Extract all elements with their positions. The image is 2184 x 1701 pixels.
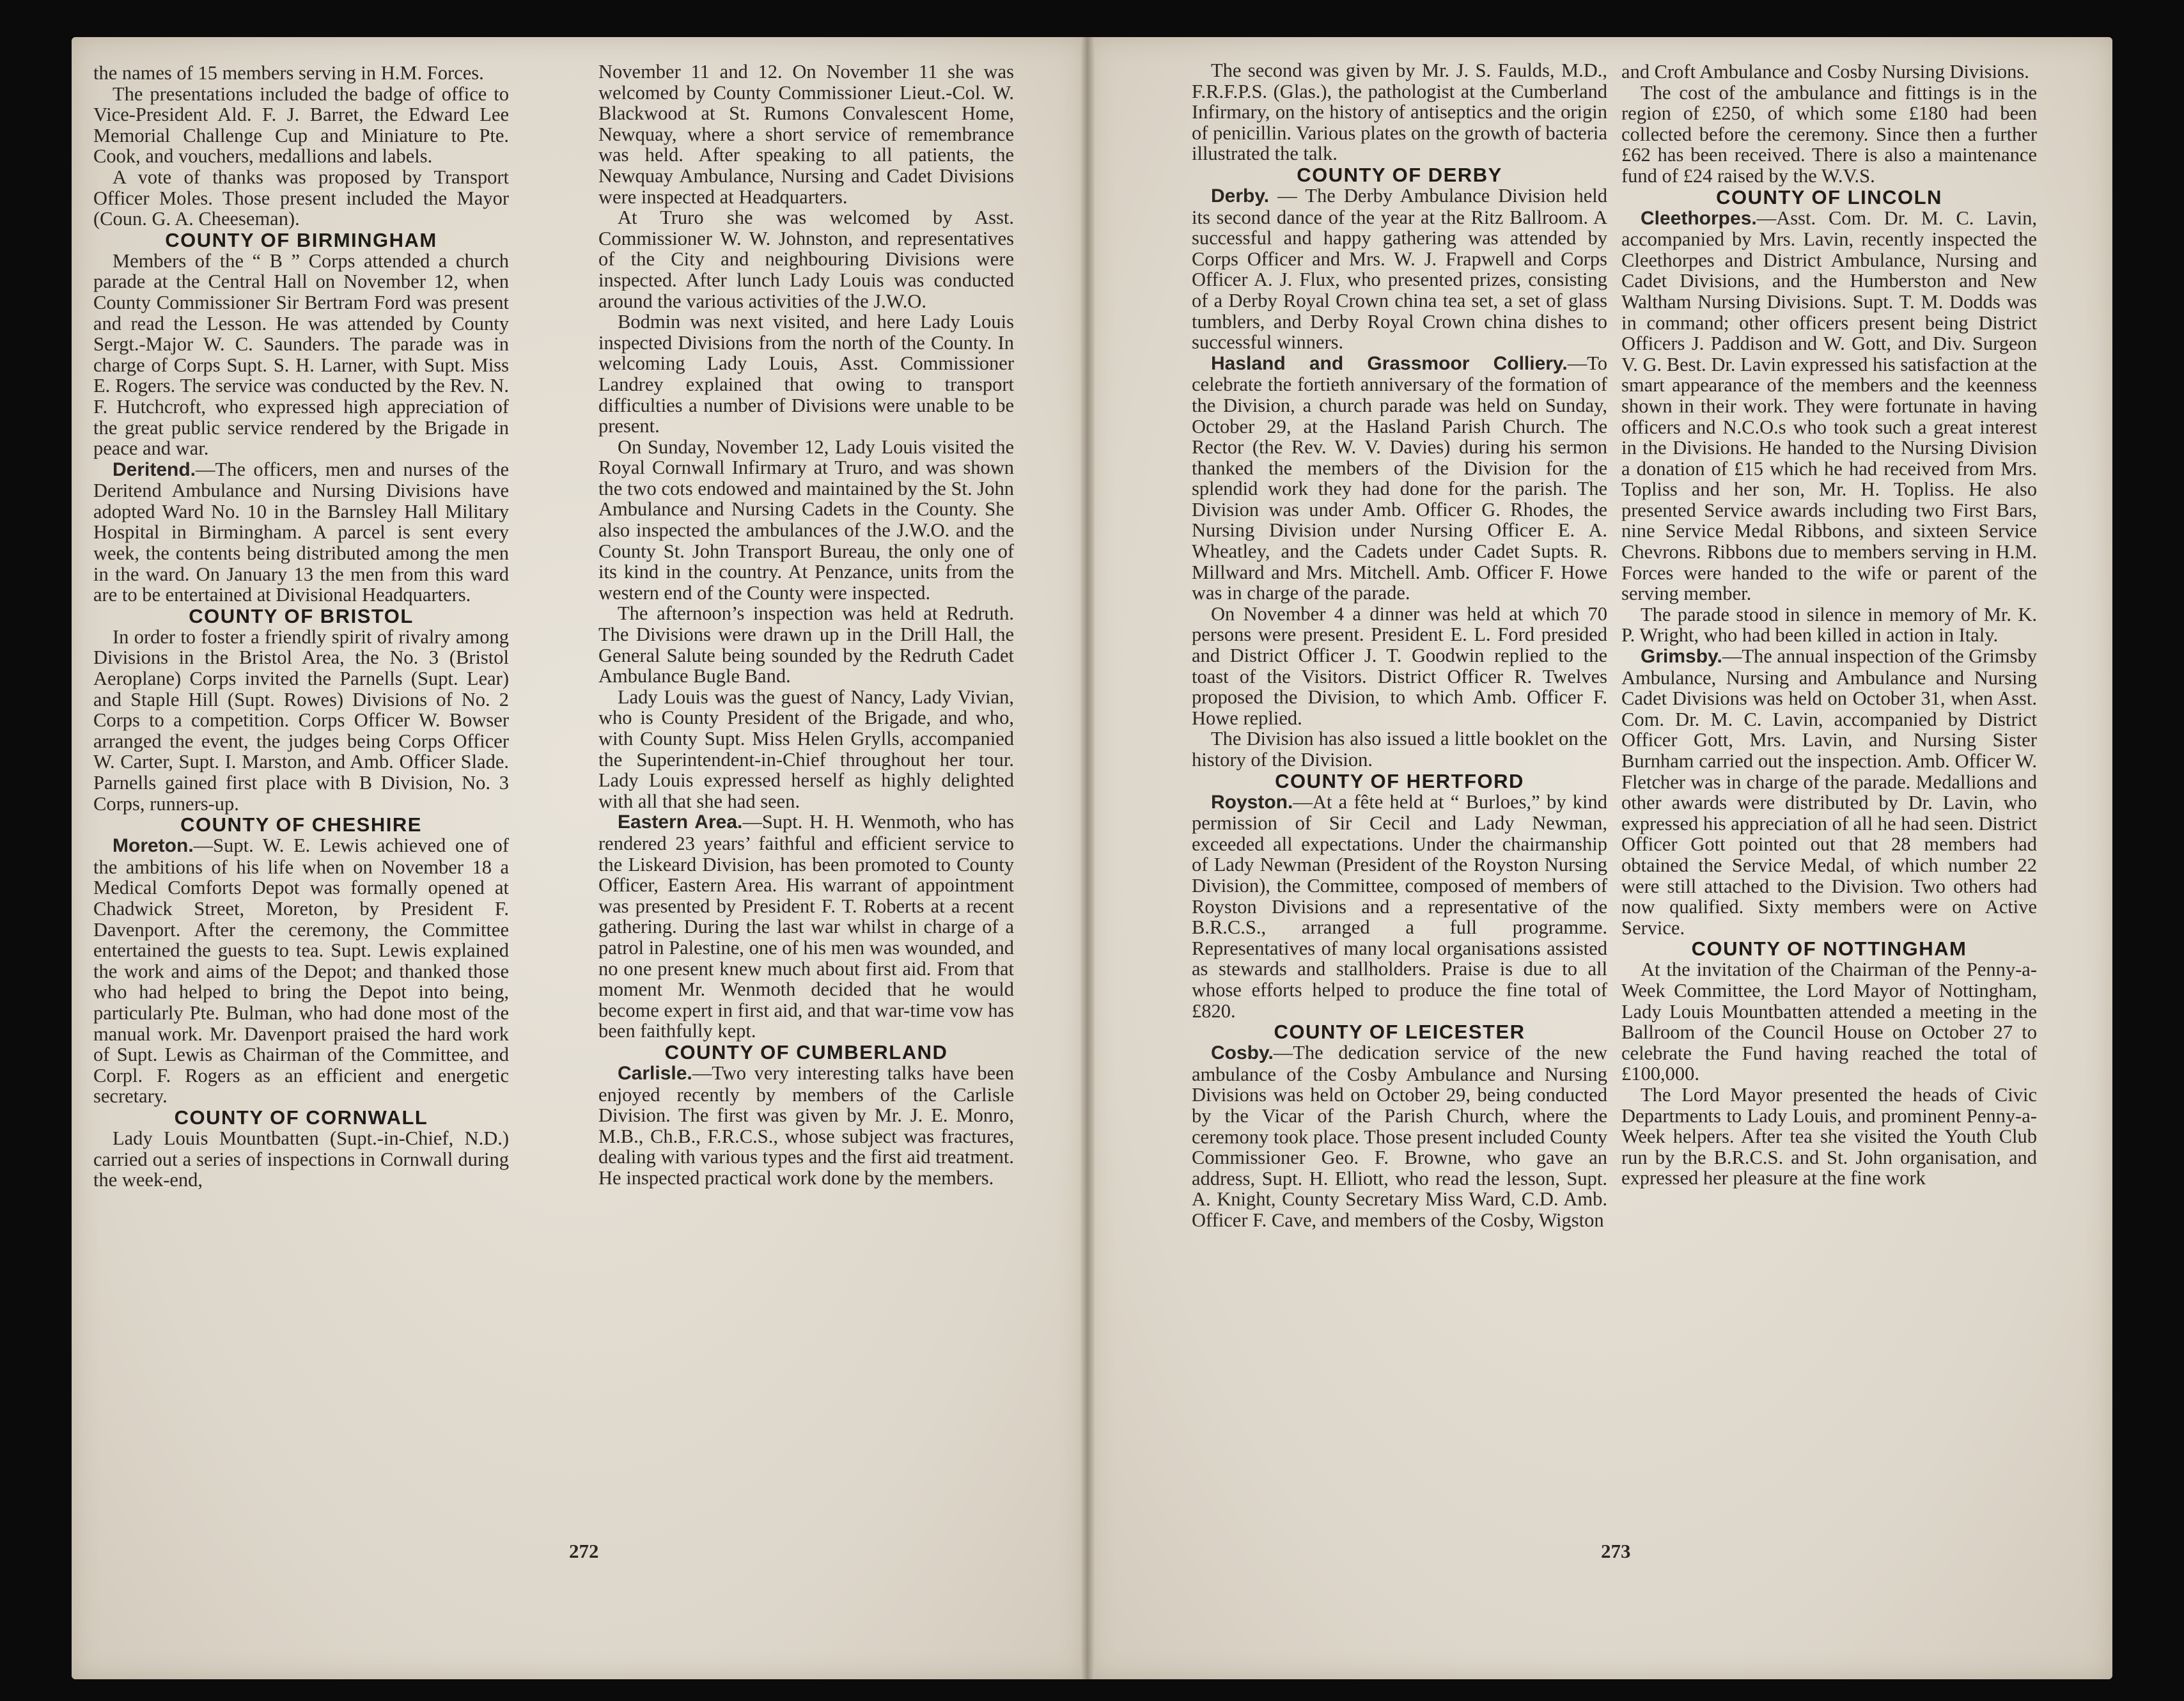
paragraph — [598, 437, 1014, 604]
section-heading: COUNTY OF CORNWALL — [174, 1106, 428, 1129]
paragraph-lead: Carlisle. — [618, 1062, 692, 1084]
paragraph-text: —Asst. Com. Dr. M. C. Lavin, accompanied by Mrs. Lavin, recently inspected the Cleethorpes and District Ambulance, Nursing and Cadet Divisions, and the Humberston and New Waltham Nursing Divisions. Supt. T. M. Dodds was in command; other officers present being District Officers J. Paddison and W. Gott, and Div. Surgeon V. G. Best. Dr. Lavin expressed his satisfaction at the smart appearance of the members and the keenness shown in their work. They were fortunate in having officers and N.C.O.s who took such a great interest in the Divisions. He handed to the Nursing Division a donation of £15 which he had received from Mrs. Topliss and her son, Mr. H. Topliss. He also presented Service awards including two First Bars, nine Service Medal Ribbons, and sixteen Service Chevrons. Ribbons due to members serving in H.M. Forces were handed to the wife or parent of the serving member. — [1621, 207, 2037, 605]
section-heading: COUNTY OF BRISTOL — [189, 604, 414, 627]
paragraph-text: At Truro she was welcomed by Asst. Commissioner W. W. Johnston, and representatives of the City and neighbouring Divisions were inspected. After lunch Lady Louis was conducted around the various activities of the J.W.O. — [598, 207, 1014, 312]
paragraph-lead: Deritend. — [113, 459, 196, 480]
paragraph-lead: Royston. — [1211, 791, 1293, 813]
paragraph — [93, 63, 509, 84]
paragraph-text: —Supt. W. E. Lewis achieved one of the ambitions of his life when on November 18 a Medical Comforts Depot was formally opened at Chadwick Street, Moreton, by President F. Davenport. After the ceremony, the Committee entertained the guests to tea. Supt. Lewis explained the work and aims of the Depot; and thanked those who had helped to bring the Depot into being, particularly Pte. Bulman, who had done most of the manual work. Mr. Davenport praised the hard work of Supt. Lewis as Chairman of the Committee, and Corpl. F. Rogers as an efficient and energetic secretary. — [93, 835, 509, 1108]
paragraph — [93, 167, 509, 230]
section-heading: COUNTY OF BIRMINGHAM — [165, 228, 437, 251]
paragraph — [93, 835, 509, 1107]
section-heading: COUNTY OF NOTTINGHAM — [1691, 937, 1967, 960]
paragraph-text: The Lord Mayor presented the heads of Civic Departments to Lady Louis, and prominent Penny-a-Week helpers. After tea she visited the Youth Club run by the B.R.C.S. and St. John organisation, and expressed her pleasure at the fine work — [1621, 1083, 2037, 1189]
paragraph — [598, 1063, 1014, 1189]
section-heading: COUNTY OF CUMBERLAND — [664, 1040, 948, 1063]
paragraph-text: — The Derby Ambulance Division held its second dance of the year at the Ritz Ballroom. A successful and happy gathering was attended by Corps Officer and Mrs. W. J. Frapwell and Corps Officer A. J. Flux, who presented prizes, consisting of a Derby Royal Crown china tea set, a set of glass tumblers, and Derby Royal Crown china dishes to successful winners. — [1192, 184, 1607, 354]
paragraph — [598, 207, 1014, 311]
paragraph — [1621, 208, 2037, 604]
paragraph-lead: Hasland and Grassmoor Colliery. — [1211, 352, 1568, 374]
paragraph-text: Bodmin was next visited, and here Lady Louis inspected Divisions from the north of the County. In welcoming Lady Louis, Asst. Commissioner Landrey explained that owing to transport difficulties a number of Divisions were unable to be present. — [598, 311, 1014, 437]
paragraph-text: —Two very interesting talks have been enjoyed recently by members of the Carlisle Division. The first was given by Mr. J. E. Monro, M.B., Ch.B., F.R.C.S., whose subject was fractures, dealing with various types and the first aid treatment. He inspected practical work done by the members. — [598, 1062, 1014, 1189]
paragraph-text: the names of 15 members serving in H.M. Forces. — [93, 62, 484, 84]
paragraph — [93, 251, 509, 459]
section-heading: COUNTY OF HERTFORD — [1275, 769, 1524, 792]
paragraph — [1621, 604, 2037, 646]
paragraph-lead: Cleethorpes. — [1641, 207, 1757, 229]
paragraph-text: —The annual inspection of the Grimsby Ambulance, Nursing and Ambulance and Nursing Cadet Divisions was held on October 31, when Asst. Com. Dr. M. C. Lavin, accompanied by District Officer Gott, Mrs. Lavin, and Nursing Sister Burnham carried out the inspection. Amb. Officer W. Fletcher was in charge of the parade. Medallions and other awards were distributed by Dr. Lavin, who expressed his appreciation of all he had seen. District Officer Gott pointed out that 28 members had obtained the Service Medal, of which number 22 were still attached to the Division. Two others had now qualified. Sixty members were on Active Service. — [1621, 645, 2037, 939]
book-gutter — [1080, 37, 1095, 1679]
paragraph-text: and Croft Ambulance and Cosby Nursing Divisions. — [1621, 61, 2029, 82]
paragraph — [1192, 353, 1607, 604]
column-1 — [93, 63, 509, 1191]
paragraph-text: Lady Louis Mountbatten (Supt.-in-Chief, N.D.) carried out a series of inspections in Cornwall during the week-end, — [93, 1127, 509, 1191]
paragraph — [1192, 792, 1607, 1022]
paragraph — [1192, 60, 1607, 164]
paragraph-text: The cost of the ambulance and fittings is in the region of £250, of which some £180 had been collected before the ceremony. Since then a further £62 has been received. There is also a maintenance fund of £24 raised by the W.V.S. — [1621, 81, 2037, 187]
paragraph-text: In order to foster a friendly spirit of rivalry among Divisions in the Bristol Area, the No. 3 (Bristol Aeroplane) Corps invited the Parnells (Supt. Lear) and Staple Hill (Supt. Rowes) Divisions of No. 2 Corps to a competition. Corps Officer W. Bowser arranged the event, the judges being Corps Officer W. Carter, Supt. I. Marston, and Amb. Officer Slade. Parnells gained first place with B Division, No. 3 Corps, runners-up. — [93, 625, 509, 815]
paragraph — [93, 459, 509, 606]
page-number-left: 272 — [569, 1540, 599, 1562]
paragraph — [1192, 728, 1607, 770]
paragraph-text: At the invitation of the Chairman of the Penny-a-Week Committee, the Lord Mayor of Nottingham, Lady Louis Mountbatten attended a meeting in the Ballroom of the Council House on October 27 to celebrate the Fund having reached the total of £100,000. — [1621, 959, 2037, 1085]
section-heading: COUNTY OF LEICESTER — [1274, 1021, 1525, 1044]
paragraph — [1192, 1042, 1607, 1230]
column-3 — [1192, 60, 1607, 1230]
section-heading: COUNTY OF DERBY — [1297, 163, 1502, 186]
column-2 — [598, 61, 1014, 1188]
paragraph-text: The Division has also issued a little booklet on the history of the Division. — [1192, 728, 1607, 771]
paragraph-text: The second was given by Mr. J. S. Faulds, M.D., F.R.F.P.S. (Glas.), the pathologist at the Cumberland Infirmary, on the history of antiseptics and the origin of penicillin. Various plates on the growth of bacteria illustrated the talk. — [1192, 59, 1607, 165]
paragraph — [598, 311, 1014, 437]
page-number-right: 273 — [1601, 1540, 1631, 1562]
paragraph — [598, 811, 1014, 1042]
paragraph — [598, 603, 1014, 686]
paragraph — [93, 84, 509, 167]
paragraph-text: On Sunday, November 12, Lady Louis visited the Royal Cornwall Infirmary at Truro, and was shown the two cots endowed and maintained by the St. John Ambulance and Nursing Cadets in the County. She also inspected the ambulances of the J.W.O. and the County St. John Transport Bureau, the only one of its kind in the country. At Penzance, units from the western end of the County were inspected. — [598, 435, 1014, 604]
paragraph-text: —At a fête held at “ Burloes,” by kind permission of Sir Cecil and Lady Newman, exceeded all expectations. Under the chairmanship of Lady Newman (President of the Royston Nursing Division), the Committee, composed of members of Royston Divisions and a representative of the B.R.C.S., arranged a full programme. Representatives of many local organisations assisted as stewards and stallholders. Praise is due to all whose efforts helped to produce the fine total of £820. — [1192, 790, 1607, 1022]
paragraph-text: A vote of thanks was proposed by Transport Officer Moles. Those present included the Mayor (Coun. G. A. Cheeseman). — [93, 166, 509, 230]
paragraph-text: The afternoon’s inspection was held at Redruth. The Divisions were drawn up in the Drill Hall, the General Salute being sounded by the Redruth Cadet Ambulance Bugle Band. — [598, 602, 1014, 687]
paragraph — [598, 61, 1014, 207]
paragraph-lead: Grimsby. — [1641, 646, 1722, 668]
paragraph-text: November 11 and 12. On November 11 she was welcomed by County Commissioner Lieut.-Col. W. Blackwood at St. Rumons Convalescent Home, Newquay, where a short service of remembrance was held. After speaking to all patients, the Newquay Ambulance, Nursing and Cadet Divisions were inspected at Headquarters. — [598, 61, 1014, 208]
paragraph — [1621, 959, 2037, 1085]
paragraph — [93, 627, 509, 814]
paragraph-text: The parade stood in silence in memory of Mr. K. P. Wright, who had been killed in action in Italy. — [1621, 603, 2037, 647]
paragraph-text: —The officers, men and nurses of the Deritend Ambulance and Nursing Divisions have adopted Ward No. 10 in the Barnsley Hall Military Hospital in Birmingham. A parcel is sent every week, the contents being distributed among the men in the ward. On January 13 the men from this ward are to be entertained at Divisional Headquarters. — [93, 458, 509, 606]
paragraph — [1621, 82, 2037, 187]
paragraph — [1192, 604, 1607, 729]
paragraph — [1621, 1085, 2037, 1189]
paragraph — [1621, 61, 2037, 82]
paragraph — [598, 687, 1014, 812]
section-heading: COUNTY OF LINCOLN — [1716, 185, 1942, 208]
column-4 — [1621, 61, 2037, 1189]
paragraph-text: Lady Louis was the guest of Nancy, Lady Vivian, who is County President of the Brigade, and who, with County Supt. Miss Helen Grylls, accompanied the Superintendent-in-Chief throughout her tour. Lady Louis expressed herself as highly delighted with all that she had seen. — [598, 686, 1014, 812]
paragraph-lead: Moreton. — [113, 835, 194, 857]
paragraph — [1621, 646, 2037, 938]
paragraph-text: —Supt. H. H. Wenmoth, who has rendered 23 years’ faithful and efficient service to the Liskeard Division, has been promoted to County Officer, Eastern Area. His warrant of appointment was presented by President F. T. Roberts at a recent gathering. During the last war whilst in charge of a patrol in Palestine, one of his men was wounded, and no one present knew much about first aid. From that moment Mr. Wenmoth decided that he would become expert in first aid, and that war-time vow has been faithfully kept. — [598, 811, 1014, 1042]
paragraph — [93, 1128, 509, 1191]
paragraph-lead: Cosby. — [1211, 1042, 1274, 1064]
paragraph-text: On November 4 a dinner was held at which 70 persons were present. President E. L. Ford presided and District Officer J. T. Goodwin replied to the toast of the Visitors. District Officer R. Twelves proposed the Division, to which Amb. Officer F. Howe replied. — [1192, 602, 1607, 729]
paragraph-text: Members of the “ B ” Corps attended a church parade at the Central Hall on November 12, when County Commissioner Sir Bertram Ford was present and read the Lesson. He was attended by County Sergt.-Major W. C. Saunders. The parade was in charge of Corps Supt. S. H. Larner, with Supt. Miss E. Rogers. The service was conducted by the Rev. N. F. Hutchcroft, who expressed high appreciation of the great public service rendered by the Brigade in peace and war. — [93, 249, 509, 460]
paragraph — [1192, 185, 1607, 353]
paragraph-text: —To celebrate the fortieth anniversary of the formation of the Division, a church parade was held on Sunday, October 29, at the Hasland Parish Church. The Rector (the Rev. W. V. Davies) during his sermon thanked the members of the Division for the splendid work they had done for the parish. The Division was under Amb. Officer G. Rhodes, the Nursing Division under Nursing Officer E. A. Wheatley, and the Cadets under Cadet Supts. R. Millward and Mrs. Mitchell. Amb. Officer F. Howe was in charge of the parade. — [1192, 352, 1607, 604]
paragraph-lead: Derby. — [1211, 185, 1270, 207]
section-heading: COUNTY OF CHESHIRE — [180, 813, 422, 836]
paragraph-lead: Eastern Area. — [618, 811, 743, 833]
paragraph-text: The presentations included the badge of office to Vice-President Ald. F. J. Barret, the Edward Lee Memorial Challenge Cup and Miniature to Pte. Cook, and vouchers, medallions and labels. — [93, 82, 509, 168]
paragraph-text: —The dedication service of the new ambulance of the Cosby Ambulance and Nursing Divisions was held on October 29, being conducted by the Vicar of the Parish Church, where the ceremony took place. Those present included County Commissioner Geo. F. Browne, who gave an address, Supt. H. Elliott, who read the lesson, Supt. A. Knight, County Secretary Miss Ward, C.D. Amb. Officer F. Cave, and members of the Cosby, Wigston — [1192, 1042, 1607, 1231]
